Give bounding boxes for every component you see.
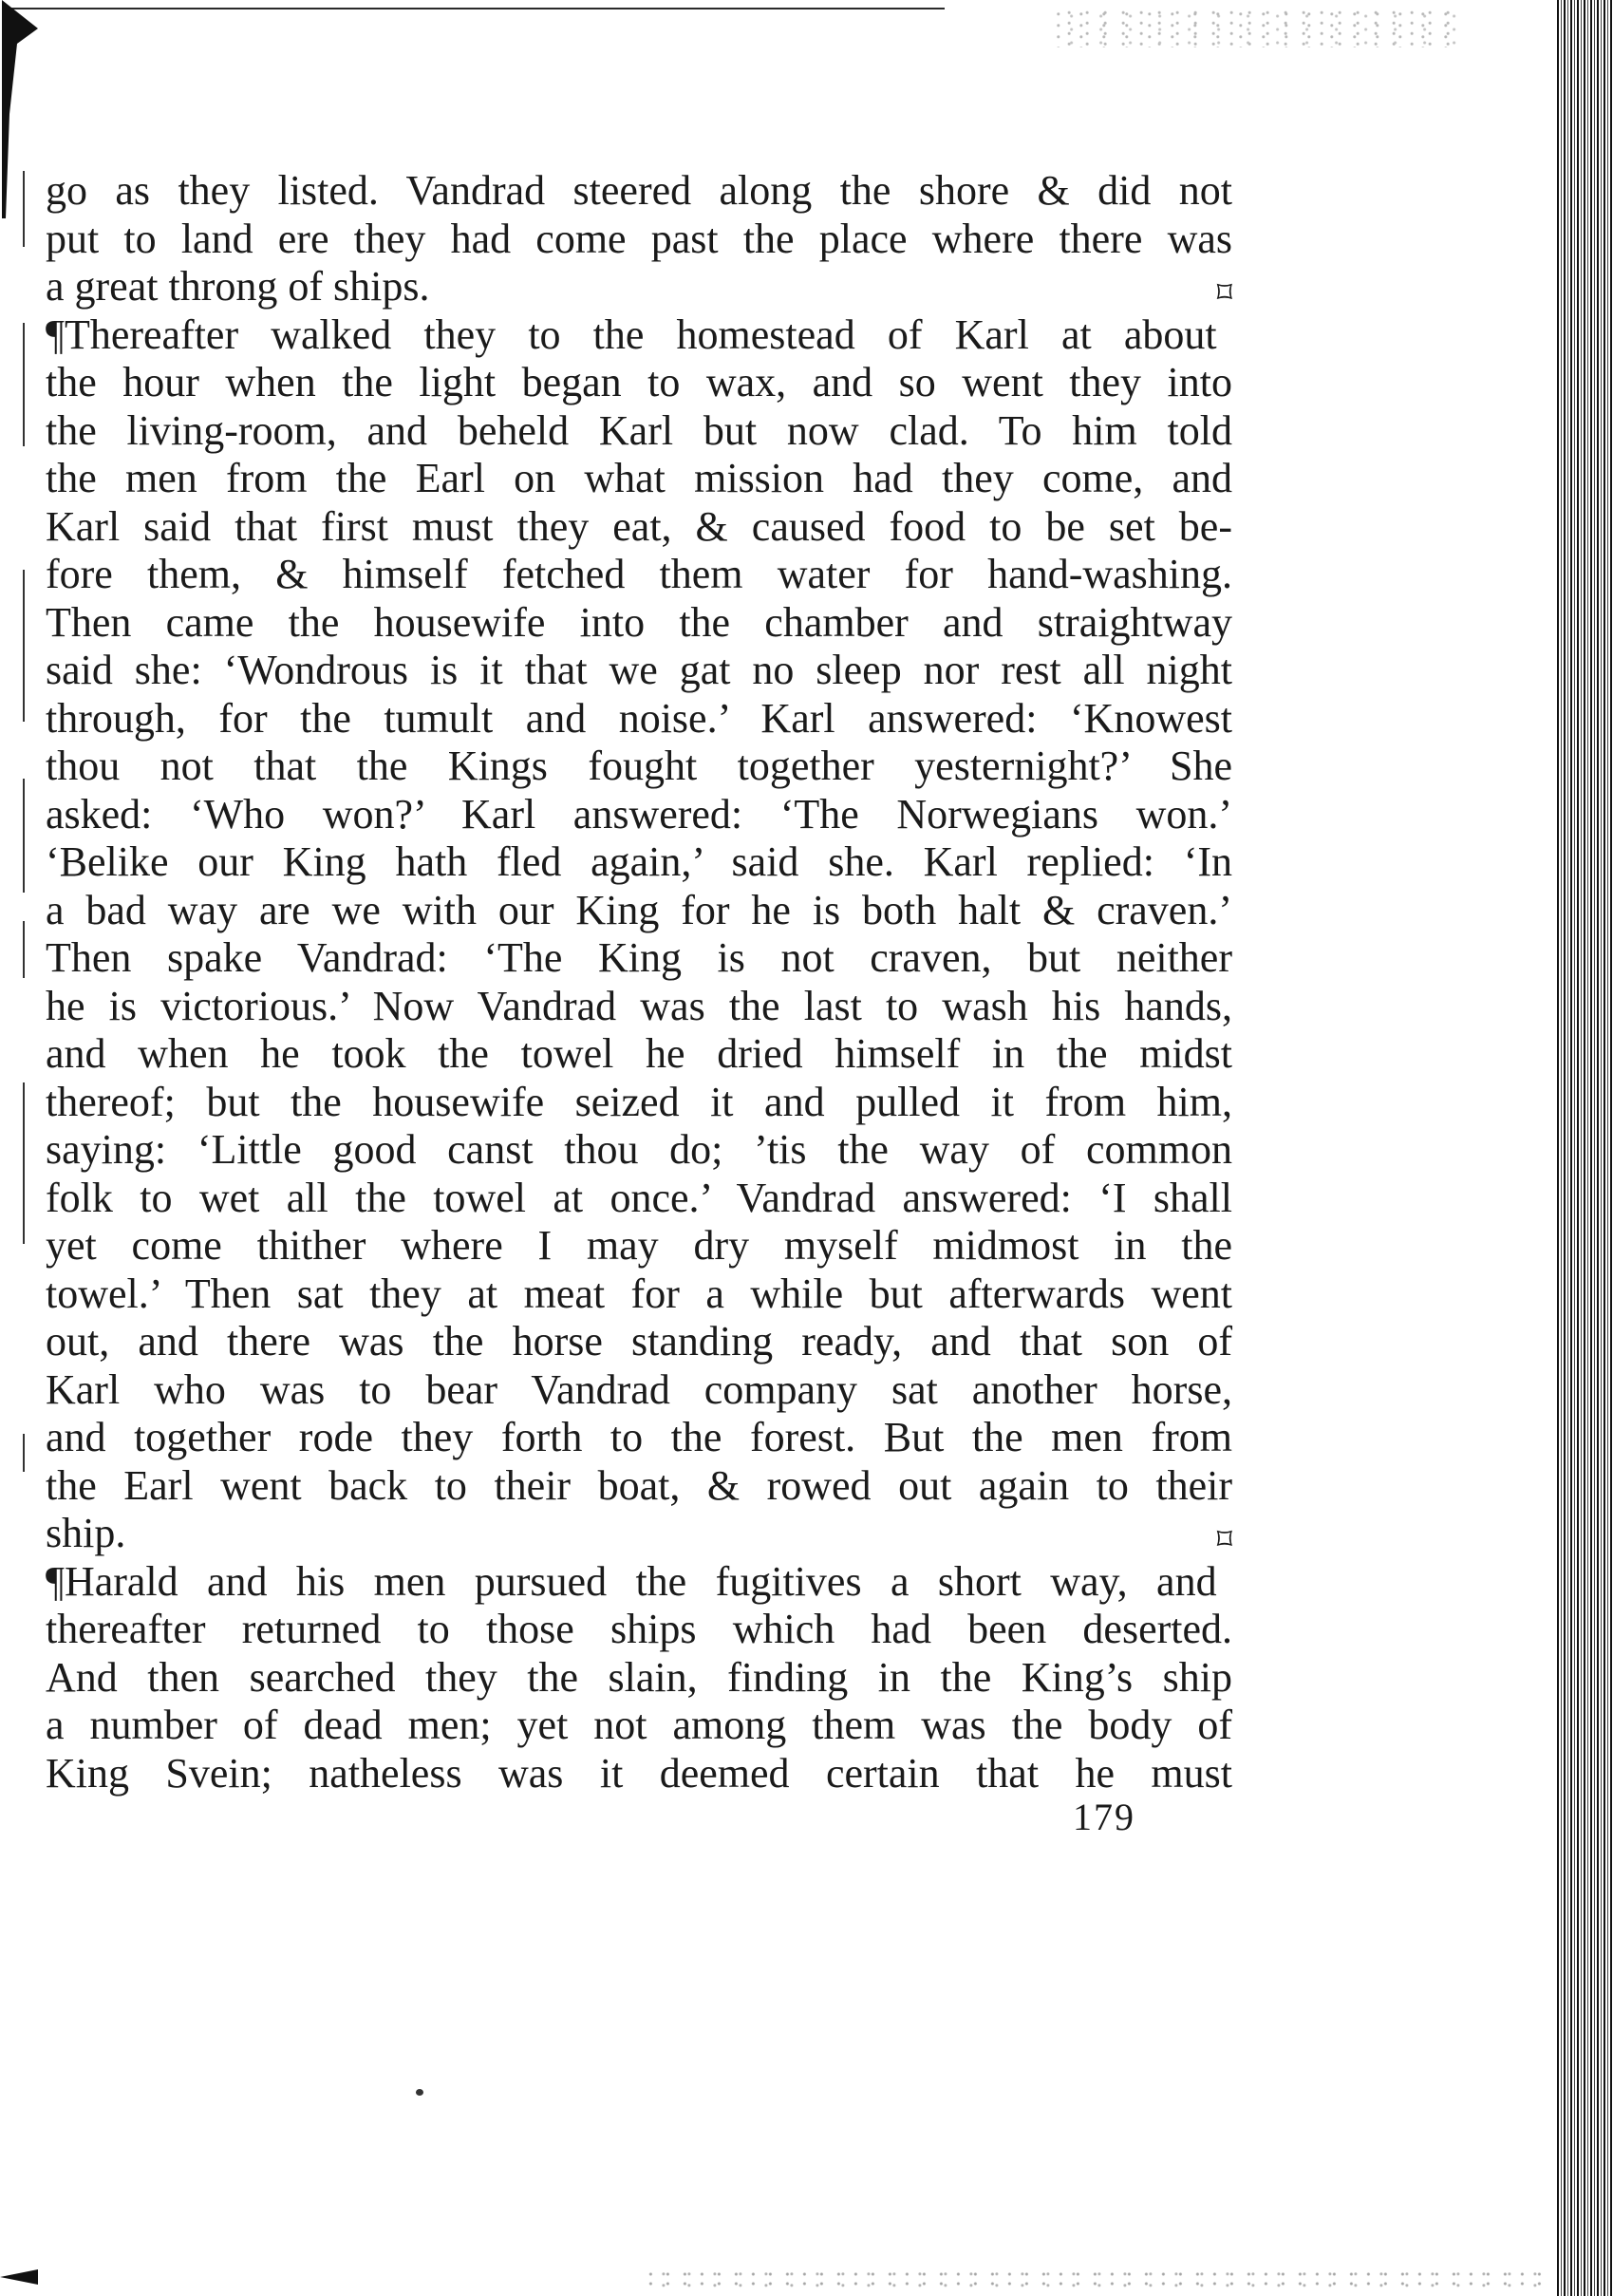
text-line: ¶Harald and his men pursued the fugitives a short way, and: [46, 1557, 1217, 1605]
text-line: asked: ‘Who won?’ Karl answered: ‘The Norwegians won.’: [46, 790, 1232, 837]
page-curl-mark: [0, 0, 38, 218]
paragraph-ornament: ⌑: [1216, 1522, 1232, 1556]
text-line: ¶Thereafter walked they to the homestead of Karl at about: [46, 311, 1217, 358]
text-line: he is victorious.’ Now Vandrad was the last to wash his hands,: [46, 982, 1232, 1029]
book-spine-edge: [1557, 0, 1613, 2296]
text-line: saying: ‘Little good canst thou do; ’tis the way of common: [46, 1126, 1232, 1173]
text-line: and when he took the towel he dried himself in the midst: [46, 1030, 1232, 1077]
text-line: the hour when the light began to wax, and so went they into: [46, 359, 1232, 405]
text-line: the Earl went back to their boat, & rowed out again to their: [46, 1461, 1232, 1509]
text-line: Karl said that first must they eat, & caused food to be set be-: [46, 502, 1232, 550]
gutter-shadow-lines: [23, 171, 30, 1481]
text-line: Then came the housewife into the chamber and straightway: [46, 598, 1232, 646]
text-line: [46, 1510, 1232, 1558]
text-line: Karl who was to bear Vandrad company sat another horse,: [46, 1365, 1232, 1413]
text-line: yet come thither where I may dry myself midmost in the: [46, 1222, 1232, 1269]
text-line: said she: ‘Wondrous is it that we gat no sleep nor rest all night: [46, 647, 1232, 693]
text-line-content: a great throng of ships.: [46, 263, 430, 310]
text-line: out, and there was the horse standing ready, and that son of: [46, 1318, 1232, 1364]
text-line: And then searched they the slain, finding in the King’s ship: [46, 1653, 1232, 1701]
text-line: a number of dead men; yet not among them was the body of: [46, 1702, 1232, 1748]
text-line: and together rode they forth to the forest. But the men from: [46, 1414, 1232, 1460]
scan-noise-top: [1054, 9, 1462, 47]
text-line: [46, 263, 1232, 311]
text-line: fore them, & himself fetched them water for hand-washing.: [46, 551, 1232, 597]
text-line-content: ship.: [46, 1510, 126, 1556]
text-line: put to land ere they had come past the place where there was: [46, 215, 1232, 262]
text-line: the living-room, and beheld Karl but now clad. To him told: [46, 406, 1232, 454]
text-line: Then spake Vandrad: ‘The King is not craven, but neither: [46, 934, 1232, 981]
text-line: the men from the Earl on what mission had they come, and: [46, 455, 1232, 501]
text-line: thereof; but the housewife seized it and pulled it from him,: [46, 1078, 1232, 1125]
text-line: go as they listed. Vandrad steered along the shore & did not: [46, 167, 1232, 214]
text-line: King Svein; natheless was it deemed certain that he must: [46, 1749, 1232, 1797]
ink-spot: [416, 2089, 423, 2096]
text-line: thereafter returned to those ships which had been deserted.: [46, 1606, 1232, 1652]
text-line: ‘Belike our King hath fled again,’ said she. Karl replied: ‘In: [46, 838, 1232, 885]
scan-noise-bottom: [646, 2269, 1547, 2288]
text-line: folk to wet all the towel at once.’ Vandrad answered: ‘I shall: [46, 1174, 1232, 1221]
scan-bottom-arrow-mark: [0, 2269, 38, 2285]
text-line: through, for the tumult and noise.’ Karl answered: ‘Knowest: [46, 694, 1232, 742]
body-text: [46, 167, 1232, 1797]
paragraph-ornament: ⌑: [1216, 275, 1232, 310]
text-line: a bad way are we with our King for he is both halt & craven.’: [46, 886, 1232, 933]
text-line: towel.’ Then sat they at meat for a while but afterwards went: [46, 1270, 1232, 1317]
page-number: 179: [1073, 1796, 1135, 1838]
text-line: thou not that the Kings fought together yesternight?’ She: [46, 743, 1232, 789]
scan-top-rule: [9, 8, 945, 9]
